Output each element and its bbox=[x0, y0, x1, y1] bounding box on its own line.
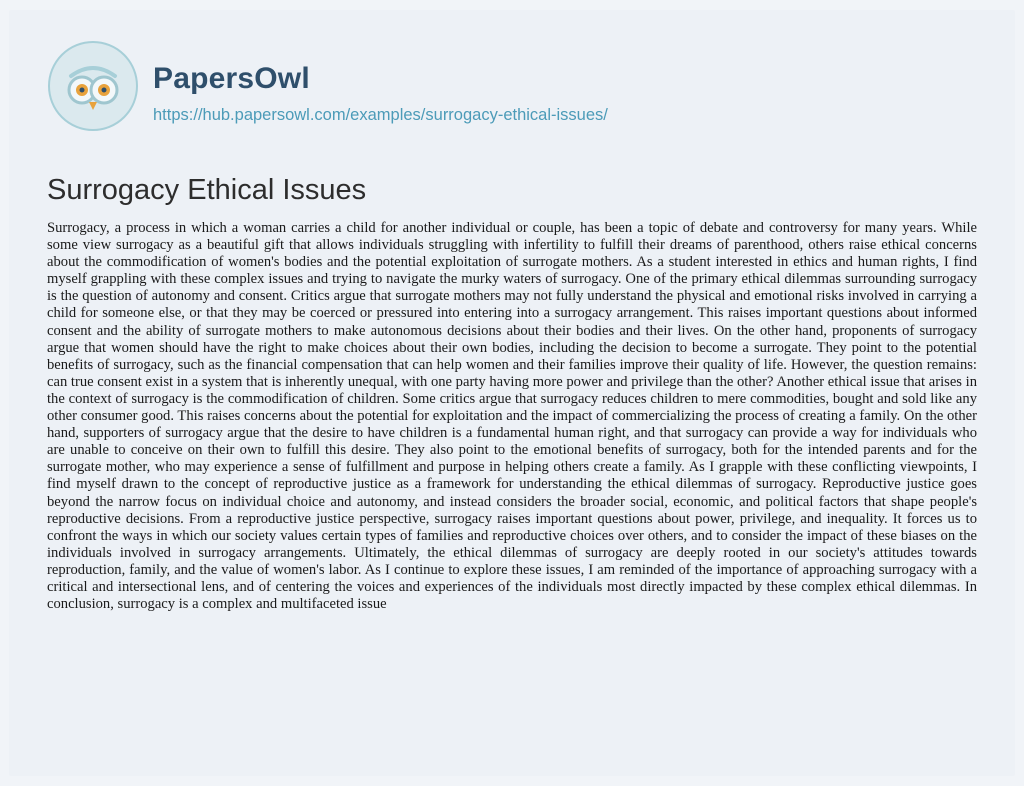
essay-body: Surrogacy, a process in which a woman carries a child for another individual or couple, has been a topic of debate and controversy for many years. While some view surrogacy as a beautiful gift that allows individuals struggling with infertility to fulfill their dreams of parenthood, others raise ethical concerns about the commodification of women's bodies and the potential exploitation of surrogate mothers. As a student interested in ethics and human rights, I find myself grappling with these complex issues and trying to navigate the murky waters of surrogacy. One of the primary ethical dilemmas surrounding surrogacy is the question of autonomy and consent. Critics argue that surrogate mothers may not fully understand the physical and emotional risks involved in carrying a child for someone else, or that they may be coerced or pressured into entering into a surrogacy arrangement. This raises important questions about informed consent and the ability of surrogate mothers to make autonomous decisions about their bodies and their lives. On the other hand, proponents of surrogacy argue that women should have the right to make choices about their own bodies, including the decision to become a surrogate. They point to the potential benefits of surrogacy, such as the financial compensation that can help women and their families improve their quality of life. However, the question remains: can true consent exist in a system that is inherently unequal, with one party having more power and privilege than the other? Another ethical issue that arises in the context of surrogacy is the commodification of children. Some critics argue that surrogacy reduces children to mere commodities, bought and sold like any other consumer good. This raises concerns about the potential for exploitation and the impact of commercializing the process of creating a family. On the other hand, supporters of surrogacy argue that the desire to have children is a fundamental human right, and that surrogacy can provide a way for individuals who are unable to conceive on their own to fulfill this desire. They also point to the emotional benefits of surrogacy, both for the intended parents and for the surrogate mother, who may experience a sense of fulfillment and purpose in helping others create a family. As I grapple with these conflicting viewpoints, I find myself drawn to the concept of reproductive justice as a framework for understanding the ethical dilemmas of surrogacy. Reproductive justice goes beyond the narrow focus on individual choice and autonomy, and instead considers the broader social, economic, and political factors that shape people's reproductive decisions. From a reproductive justice perspective, surrogacy raises important questions about power, privilege, and inequality. It forces us to confront the ways in which our society values certain types of families and reproductive choices over others, and to consider the impact of these biases on the individuals involved in surrogacy arrangements. Ultimately, the ethical dilemmas of surrogacy are deeply rooted in our society's attitudes towards reproduction, family, and the value of women's labor. As I continue to explore these issues, I am reminded of the importance of approaching surrogacy with a critical and intersectional lens, and of centering the voices and experiences of the individuals most directly impacted by these complex ethical dilemmas. In conclusion, surrogacy is a complex and multifaceted issue bbox=[47, 220, 977, 613]
page-header bbox=[47, 40, 977, 140]
source-url[interactable]: https://hub.papersowl.com/examples/surrogacy-ethical-issues/ bbox=[153, 106, 608, 124]
brand-name[interactable]: PapersOwl bbox=[153, 62, 310, 95]
owl-logo-icon[interactable] bbox=[47, 40, 139, 132]
page-title: Surrogacy Ethical Issues bbox=[47, 174, 367, 206]
